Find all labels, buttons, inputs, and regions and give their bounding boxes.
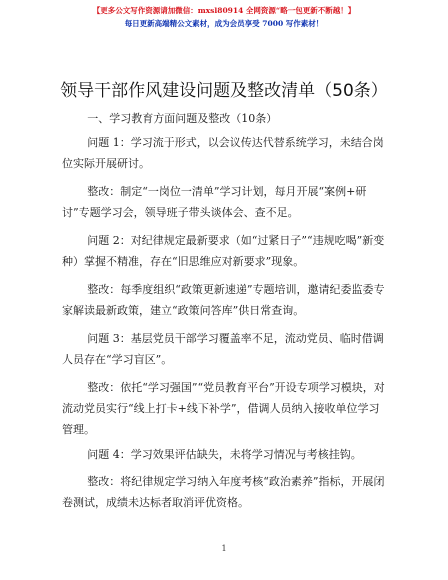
fix-text: 将纪律规定学习纳入年度考核“政治素养”指标，开展闭卷测试，成绩未达标者取消评优资格。 — [62, 475, 385, 509]
problem-paragraph — [62, 132, 388, 174]
problem-label: 问题 2： — [87, 234, 131, 247]
fix-label: 整改： — [87, 283, 121, 296]
problem-text: 学习流于形式，以会议传达代替系统学习，未结合岗位实际开展研讨。 — [62, 136, 384, 170]
problem-text: 学习效果评估缺失，未将学习情况与考核挂钩。 — [130, 448, 362, 461]
problem-label: 问题 4： — [87, 448, 131, 461]
page-number: 1 — [221, 544, 227, 553]
fix-paragraph — [62, 279, 388, 321]
problem-paragraph — [62, 230, 388, 272]
problem-text: 对纪律规定最新要求（如“过紧日子”“违规吃喝”新变种）掌握不精准，存在“旧思维应对新要求”现象。 — [62, 234, 385, 268]
fix-paragraph — [62, 181, 388, 223]
promo-banner-line-2: 每日更新高端精公文素材，成为会员享受 7000 写作素材！ — [124, 19, 324, 28]
problem-label: 问题 1： — [87, 136, 131, 149]
promo-banner-line-1: 【更多公文写作资源请加微信：mxsl80914 全网资源“略一包更新不断越！】 — [92, 6, 356, 15]
section-heading: 一、学习教育方面问题及整改（10条） — [87, 112, 278, 125]
fix-label: 整改： — [87, 381, 121, 394]
problem-label: 问题 3： — [87, 332, 131, 345]
fix-paragraph — [62, 471, 388, 513]
fix-text: 制定“一岗位一清单”学习计划，每月开展“案例+研讨”专题学习会，领导班子带头谈体会、查不足。 — [62, 185, 367, 219]
problem-text: 基层党员干部学习覆盖率不足，流动党员、临时借调人员存在“学习盲区”。 — [62, 332, 384, 366]
problem-paragraph — [62, 444, 388, 465]
problem-paragraph — [62, 328, 388, 370]
document-title: 领导干部作风建设问题及整改清单（50条） — [60, 81, 388, 101]
fix-paragraph — [62, 377, 388, 440]
fix-label: 整改： — [87, 475, 121, 488]
fix-text: 依托“学习强国”“党员教育平台”开设专项学习模块，对流动党员实行“线上打卡+线下补学”，借调人员纳入接收单位学习管理。 — [62, 381, 385, 436]
fix-text: 每季度组织“政策更新速递”专题培训，邀请纪委监委专家解读最新政策，建立“政策问答库”供日常查询。 — [62, 283, 385, 317]
fix-label: 整改： — [87, 185, 121, 198]
